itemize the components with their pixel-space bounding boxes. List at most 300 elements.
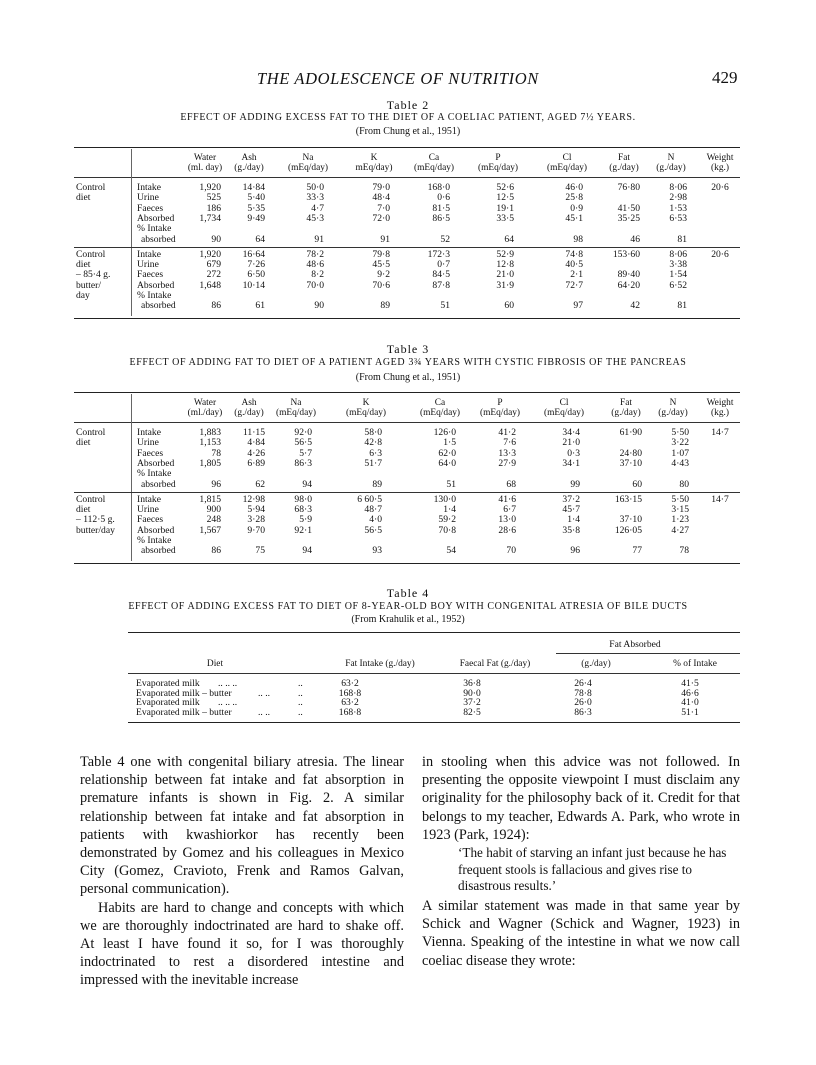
table-cell: 86·3 <box>294 457 312 469</box>
diet-label: – 85·4 g. <box>76 269 111 281</box>
column-header: Water <box>193 398 217 408</box>
table-cell: 61·90 <box>619 427 642 438</box>
table-cell: 5·50 <box>671 427 689 438</box>
column-header: Cl <box>562 153 572 163</box>
table-cell: 34·1 <box>562 457 580 469</box>
table-cell: 56·5 <box>294 437 312 449</box>
column-header: Na <box>290 398 302 408</box>
running-title: THE ADOLESCENCE OF NUTRITION <box>257 69 539 88</box>
table-cell: 45·3 <box>306 212 324 224</box>
table-cell: 41·2 <box>498 427 516 438</box>
table-cell: 97 <box>573 300 583 312</box>
row-label: Intake <box>137 493 161 505</box>
table-cell: 5·7 <box>299 447 312 459</box>
column-header-unit: (mEq/day) <box>419 408 461 418</box>
table-cell: 12·8 <box>496 259 514 271</box>
column-header-unit: (mEq/day) <box>479 408 521 418</box>
table-cell: 679 <box>206 259 221 271</box>
table4-source: (From Krahulik et al., 1952) <box>351 614 465 625</box>
table-cell: 98·0 <box>294 493 312 505</box>
table-cell: 42·8 <box>364 437 382 449</box>
table-cell: 8·06 <box>669 248 687 260</box>
table-cell: 0·3 <box>567 447 580 459</box>
diet-label: diet <box>76 437 91 449</box>
table-rule <box>74 247 740 248</box>
column-header-unit: (g./day) <box>234 163 264 173</box>
table-cell: 81·5 <box>432 202 450 214</box>
table-cell: 6·53 <box>669 212 687 224</box>
row-label: Urine <box>137 192 159 204</box>
table-cell: 1,153 <box>199 437 221 449</box>
column-header: Water <box>193 153 217 163</box>
table-cell: 41·0 <box>681 697 699 709</box>
table-cell: 24·80 <box>619 447 642 459</box>
row-label: % Intake <box>137 223 172 235</box>
row-label: Intake <box>137 182 161 193</box>
table-cell: 51·1 <box>681 706 699 718</box>
table-cell: 48·6 <box>306 259 324 271</box>
table-cell: 168·8 <box>338 687 362 699</box>
table-cell: 42 <box>630 300 640 312</box>
column-header-unit: (mEq/day) <box>345 408 387 418</box>
table-cell: 1·5 <box>443 437 456 449</box>
row-label: Evaporated milk – butter <box>136 706 232 718</box>
table-cell: 96 <box>211 478 221 490</box>
table-cell: 48·4 <box>372 192 390 204</box>
table-cell: 2·1 <box>570 269 583 281</box>
table-cell: 78 <box>679 545 689 557</box>
body-right-paragraph: in stooling when this advice was not followed. In presenting the opposite viewpoint I must disclaim any originality for the philosophy back of it. Credit for that belongs to my teacher, Edwards A. Park, who wrote in 1923 (Park, 1924): <box>422 754 740 843</box>
table-rule <box>556 653 740 654</box>
table-cell: 74·8 <box>565 248 583 260</box>
table-cell: 13·3 <box>498 447 516 459</box>
table3-label: Table 3 <box>386 342 430 356</box>
table-cell: 4·84 <box>247 437 265 449</box>
table-cell: 1,815 <box>199 493 221 505</box>
table-cell: 46·0 <box>565 182 583 193</box>
table-cell: 90·0 <box>463 687 481 699</box>
dot-leader: .. <box>298 687 303 699</box>
dot-leader: .. .. .. <box>218 697 238 709</box>
table-cell: 37·10 <box>619 457 642 469</box>
row-label: Absorbed <box>137 212 175 224</box>
table-rule <box>74 492 740 493</box>
table-cell: 92·1 <box>294 524 312 536</box>
table-cell: 1,805 <box>199 457 221 469</box>
table4-label: Table 4 <box>386 586 430 600</box>
column-divider <box>131 149 132 316</box>
column-header-unit: (mEq/day) <box>546 163 588 173</box>
table-cell: 26·0 <box>574 697 592 709</box>
table-cell: 9·49 <box>247 212 265 224</box>
table-cell: 10·14 <box>242 279 265 291</box>
column-header: Na <box>302 153 314 163</box>
column-header-unit: (g./day) <box>609 163 639 173</box>
table-cell: 35·25 <box>617 212 640 224</box>
table-cell: 1,648 <box>199 279 221 291</box>
column-header-unit: (kg.) <box>711 408 729 418</box>
column-header-unit: (mEq/day) <box>413 163 455 173</box>
weight-value: 14·7 <box>711 493 729 505</box>
table-cell: 126·0 <box>433 427 456 438</box>
row-label: absorbed <box>141 300 176 312</box>
table-cell: 186 <box>206 202 221 214</box>
column-header: Ca <box>434 398 446 408</box>
table-cell: 76·80 <box>617 182 640 193</box>
table-cell: 7·26 <box>247 259 265 271</box>
row-label: Intake <box>137 427 161 438</box>
table-cell: 21·0 <box>496 269 514 281</box>
table-cell: 64 <box>504 233 514 245</box>
table-cell: 90 <box>211 233 221 245</box>
table-cell: 45·1 <box>565 212 583 224</box>
table-cell: 89·40 <box>617 269 640 281</box>
table-cell: 81 <box>677 233 687 245</box>
table-cell: 61 <box>255 300 265 312</box>
table-cell: 28·6 <box>498 524 516 536</box>
table-cell: 62 <box>255 478 265 490</box>
row-label: Faeces <box>137 269 164 281</box>
column-header: N <box>669 398 677 408</box>
row-label: Urine <box>137 259 159 271</box>
table-cell: 41·50 <box>617 202 640 214</box>
row-label: Evaporated milk <box>136 697 200 709</box>
table-cell: 70·8 <box>438 524 456 536</box>
table-cell: 87·8 <box>432 279 450 291</box>
table-cell: 126·05 <box>614 524 642 536</box>
table-rule <box>74 318 740 319</box>
table-cell: 45·5 <box>372 259 390 271</box>
table-cell: 79·8 <box>372 248 390 260</box>
column-header-unit: (g./day) <box>234 408 264 418</box>
table-cell: 13·0 <box>498 514 516 526</box>
table2-source: (From Chung et al., 1951) <box>355 126 461 137</box>
body-right-paragraph-2: A similar statement was made in that same year by Schick and Wagner (Schick and Wagner, 1923) in Vienna. Speaking of the intestine in what we now call coeliac disease they wrote: <box>422 898 740 969</box>
body-left-column <box>80 753 404 990</box>
table-cell: 78 <box>211 447 221 459</box>
table-cell: 70 <box>506 545 516 557</box>
table-cell: 82·5 <box>463 706 481 718</box>
column-header: Fat <box>620 398 632 408</box>
dot-leader: .. <box>298 697 303 709</box>
table-cell: 4·27 <box>671 524 689 536</box>
table2-title: EFFECT OF ADDING EXCESS FAT TO THE DIET OF A COELIAC PATIENT, AGED 7½ YEARS. <box>180 112 636 123</box>
diet-label: day <box>76 290 90 301</box>
table-cell: 4·0 <box>369 514 382 526</box>
diet-label: – 112·5 g. <box>76 514 115 526</box>
column-header-unit: (mEq/day) <box>275 408 317 418</box>
table-rule <box>128 722 740 723</box>
table-cell: 5·40 <box>247 192 265 204</box>
table-cell: 37·10 <box>619 514 642 526</box>
table-cell: 9·2 <box>377 269 390 281</box>
table-cell: 8·2 <box>311 269 324 281</box>
dot-leader: .. .. <box>258 706 270 718</box>
table3-source: (From Chung et al., 1951) <box>355 372 461 383</box>
table-cell: 40·5 <box>565 259 583 271</box>
diet-label: diet <box>76 504 91 516</box>
table-cell: 60 <box>504 300 514 312</box>
table-cell: 130·0 <box>433 493 456 505</box>
table-cell: 64 <box>255 233 265 245</box>
table-cell: 172·3 <box>427 248 450 260</box>
table3-title: EFFECT OF ADDING FAT TO DIET OF A PATIENT AGED 3¾ YEARS WITH CYSTIC FIBROSIS OF THE PANCREAS <box>129 357 687 368</box>
row-label: Faeces <box>137 447 164 459</box>
table-cell: 89 <box>372 478 382 490</box>
block-quote: ‘The habit of starving an infant just because he has frequent stools is fallacious and gives rise to disastrous results.’ <box>458 845 727 894</box>
table-cell: 0·9 <box>570 202 583 214</box>
table-cell: 168·8 <box>338 706 362 718</box>
table-cell: 56·5 <box>364 524 382 536</box>
table-cell: 78·8 <box>574 687 592 699</box>
table-cell: 5·9 <box>299 514 312 526</box>
table-cell: 64·0 <box>438 457 456 469</box>
table-rule <box>128 632 740 633</box>
table-cell: 26·4 <box>574 678 592 689</box>
table-cell: 37·2 <box>463 697 481 709</box>
paragraph: Table 4 one with congenital biliary atresia. The linear relationship between fat intake and fat absorption in premature infants is shown in Fig. 2. A similar relationship between fat intake and fat absorption in patients with kwashiorkor has recently been demonstrated by Gomez and his colleagues in Mexico City (Gomez, Cravioto, Frenk and Ramos Galvan, personal communication). <box>80 754 404 898</box>
table-rule <box>74 177 740 178</box>
dot-leader: .. .. <box>258 687 270 699</box>
table-cell: 63·2 <box>341 678 359 689</box>
table-cell: 6·52 <box>669 279 687 291</box>
table-cell: 72·0 <box>372 212 390 224</box>
table-cell: 31·9 <box>496 279 514 291</box>
table-rule <box>74 563 740 564</box>
row-label: Absorbed <box>137 524 175 536</box>
table-cell: 12·5 <box>496 192 514 204</box>
table-cell: 90 <box>314 300 324 312</box>
column-header: Weight <box>706 153 734 163</box>
table-cell: 1·07 <box>671 447 689 459</box>
diet-label: diet <box>76 259 91 271</box>
diet-label: butter/day <box>76 524 115 536</box>
table-cell: 12·98 <box>242 493 265 505</box>
column-header: Diet <box>206 659 224 669</box>
table-cell: 525 <box>206 192 221 204</box>
table2-label: Table 2 <box>386 98 430 112</box>
table-cell: 2·98 <box>669 192 687 204</box>
column-header: Cl <box>559 398 569 408</box>
table-cell: 16·64 <box>242 248 265 260</box>
table-cell: 37·2 <box>562 493 580 505</box>
column-header-unit: (g./day) <box>658 408 688 418</box>
table-cell: 7·6 <box>503 437 516 449</box>
table-cell: 70·0 <box>306 279 324 291</box>
column-header: P <box>495 153 501 163</box>
table-cell: 3·15 <box>671 504 689 516</box>
dot-leader: .. .. .. <box>218 678 238 689</box>
table-cell: 48·7 <box>364 504 382 516</box>
dot-leader: .. <box>298 706 303 718</box>
column-header: % of Intake <box>673 659 717 669</box>
table-cell: 79·0 <box>372 182 390 193</box>
column-header: K <box>362 398 370 408</box>
column-header-unit: (mEq/day) <box>477 163 519 173</box>
column-header-unit: (g./day) <box>656 163 686 173</box>
table-cell: 4·43 <box>671 457 689 469</box>
table-cell: 99 <box>570 478 580 490</box>
table-cell: 21·0 <box>562 437 580 449</box>
table-cell: 52·6 <box>496 182 514 193</box>
row-label: Evaporated milk <box>136 678 200 689</box>
column-header-unit: mEq/day) <box>355 163 393 173</box>
table-cell: 7·0 <box>377 202 390 214</box>
row-label: absorbed <box>141 478 176 490</box>
column-header-unit: (kg.) <box>711 163 729 173</box>
table-cell: 1,920 <box>199 182 221 193</box>
table-cell: 3·22 <box>671 437 689 449</box>
table-cell: 248 <box>206 514 221 526</box>
table-cell: 4·7 <box>311 202 324 214</box>
table-rule <box>74 392 740 393</box>
table-cell: 163·15 <box>614 493 642 505</box>
table-cell: 51 <box>440 300 450 312</box>
table-cell: 89 <box>380 300 390 312</box>
table-cell: 41·5 <box>681 678 699 689</box>
table-cell: 70·6 <box>372 279 390 291</box>
table-cell: 68 <box>506 478 516 490</box>
table-cell: 0·6 <box>437 192 450 204</box>
table-cell: 92·0 <box>294 427 312 438</box>
table-cell: 52·9 <box>496 248 514 260</box>
table-cell: 11·15 <box>242 427 265 438</box>
table-cell: 94 <box>302 545 312 557</box>
table-cell: 14·84 <box>242 182 265 193</box>
table-cell: 41·6 <box>498 493 516 505</box>
table-cell: 77 <box>632 545 642 557</box>
group-header: Fat Absorbed <box>609 639 661 650</box>
weight-value: 20·6 <box>711 248 729 260</box>
table-cell: 33·5 <box>496 212 514 224</box>
column-header: P <box>497 398 503 408</box>
row-label: absorbed <box>141 233 176 245</box>
table-cell: 54 <box>446 545 456 557</box>
table-rule <box>128 673 740 674</box>
column-header-unit: (mEq/day) <box>287 163 329 173</box>
table-cell: 9·70 <box>247 524 265 536</box>
table-cell: 94 <box>302 478 312 490</box>
table-cell: 4·26 <box>247 447 265 459</box>
table-cell: 51·7 <box>364 457 382 469</box>
column-header: Ash <box>241 398 257 408</box>
row-label: Evaporated milk – butter <box>136 687 232 699</box>
table-cell: 0·7 <box>437 259 450 271</box>
column-header-unit: (ml. day) <box>187 163 223 173</box>
column-header: Fat Intake (g./day) <box>345 659 415 669</box>
table-cell: 60 <box>632 478 642 490</box>
table-cell: 93 <box>372 545 382 557</box>
column-header-unit: (mEq/day) <box>543 408 585 418</box>
table-cell: 91 <box>314 233 324 245</box>
table-cell: 36·8 <box>463 678 481 689</box>
table4-title: EFFECT OF ADDING EXCESS FAT TO DIET OF 8-YEAR-OLD BOY WITH CONGENITAL ATRESIA OF BILE DUCTS <box>128 601 688 612</box>
table-cell: 900 <box>206 504 221 516</box>
table-cell: 1,883 <box>199 427 221 438</box>
row-label: Faeces <box>137 202 164 214</box>
table-cell: 86 <box>211 300 221 312</box>
table-cell: 80 <box>679 478 689 490</box>
diet-label: Control <box>76 248 106 260</box>
table-cell: 5·35 <box>247 202 265 214</box>
column-header: N <box>667 153 675 163</box>
table-cell: 272 <box>206 269 221 281</box>
table-cell: 46 <box>630 233 640 245</box>
dot-leader: .. <box>298 678 303 689</box>
weight-value: 14·7 <box>711 427 729 438</box>
table-rule <box>74 422 740 423</box>
column-header: K <box>370 153 378 163</box>
table-cell: 91 <box>380 233 390 245</box>
table-cell: 58·0 <box>364 427 382 438</box>
table-cell: 1,567 <box>199 524 221 536</box>
table-cell: 6·50 <box>247 269 265 281</box>
table-cell: 25·8 <box>565 192 583 204</box>
table-cell: 59·2 <box>438 514 456 526</box>
table-cell: 1·54 <box>669 269 687 281</box>
diet-label: Control <box>76 427 106 438</box>
table-cell: 8·06 <box>669 182 687 193</box>
diet-label: Control <box>76 182 106 193</box>
table-cell: 35·8 <box>562 524 580 536</box>
paragraph: Habits are hard to change and concepts with which we are thoroughly indoctrinated are hard to shake off. At least I have found it so, for I was thoroughly indoctrinated to rest a disordered intestine and impressed with the inevitable increase <box>80 899 404 989</box>
row-label: % Intake <box>137 290 172 301</box>
column-header-unit: (g./day) <box>611 408 641 418</box>
row-label: Faeces <box>137 514 164 526</box>
table-cell: 153·60 <box>612 248 640 260</box>
column-header: Faecal Fat (g./day) <box>459 659 531 669</box>
table-cell: 27·9 <box>498 457 516 469</box>
table-cell: 5·94 <box>247 504 265 516</box>
row-label: % Intake <box>137 535 172 546</box>
table-cell: 6·7 <box>503 504 516 516</box>
table-cell: 50·0 <box>306 182 324 193</box>
table-cell: 64·20 <box>617 279 640 291</box>
table-cell: 52 <box>440 233 450 245</box>
table-cell: 1,734 <box>199 212 221 224</box>
table-cell: 86·3 <box>574 706 592 718</box>
table-cell: 62·0 <box>438 447 456 459</box>
table-cell: 3·28 <box>247 514 265 526</box>
table-cell: 5·50 <box>671 493 689 505</box>
column-header-unit: (ml./day) <box>187 408 223 418</box>
row-label: Urine <box>137 437 159 449</box>
table-cell: 6·89 <box>247 457 265 469</box>
table-cell: 51 <box>446 478 456 490</box>
diet-label: butter/ <box>76 279 102 291</box>
table-cell: 33·3 <box>306 192 324 204</box>
table-cell: 19·1 <box>496 202 514 214</box>
table-cell: 81 <box>677 300 687 312</box>
table-rule <box>74 147 740 148</box>
table-cell: 68·3 <box>294 504 312 516</box>
table-cell: 1·23 <box>671 514 689 526</box>
row-label: % Intake <box>137 468 172 480</box>
table-cell: 98 <box>573 233 583 245</box>
diet-label: Control <box>76 493 106 505</box>
table-cell: 78·2 <box>306 248 324 260</box>
weight-value: 20·6 <box>711 182 729 193</box>
page-number: 429 <box>712 68 738 87</box>
table-cell: 1·53 <box>669 202 687 214</box>
table-cell: 72·7 <box>565 279 583 291</box>
table-cell: 3·38 <box>669 259 687 271</box>
diet-label: diet <box>76 192 91 204</box>
table-cell: 34·4 <box>562 427 580 438</box>
column-header: Ca <box>428 153 440 163</box>
row-label: absorbed <box>141 545 176 557</box>
table-cell: 1·4 <box>443 504 456 516</box>
